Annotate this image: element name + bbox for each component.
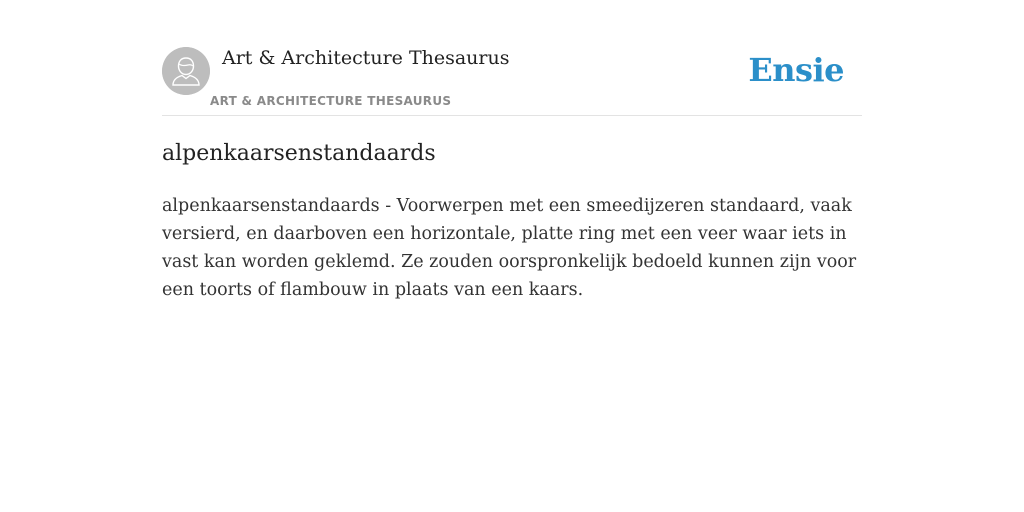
page-container — [162, 0, 862, 300]
entry-title: alpenkaarsenstandaards — [162, 141, 436, 166]
header — [162, 0, 862, 116]
avatar[interactable] — [162, 47, 210, 95]
ensie-logo[interactable]: Ensie — [748, 51, 844, 89]
author-subtitle: ART & ARCHITECTURE THESAURUS — [210, 94, 452, 108]
user-avatar-icon — [162, 47, 210, 95]
entry-definition: alpenkaarsenstandaards - Voorwerpen met een smeedijzeren standaard, vaak versierd, en daarboven een horizontale, platte ring met een veer waar iets in vast kan worden geklemd. Ze zouden oorspronkelijk bedoeld kunnen zijn voor een toorts of flambouw in plaats van een kaars. — [162, 196, 857, 300]
author-name[interactable]: Art & Architecture Thesaurus — [222, 47, 510, 69]
